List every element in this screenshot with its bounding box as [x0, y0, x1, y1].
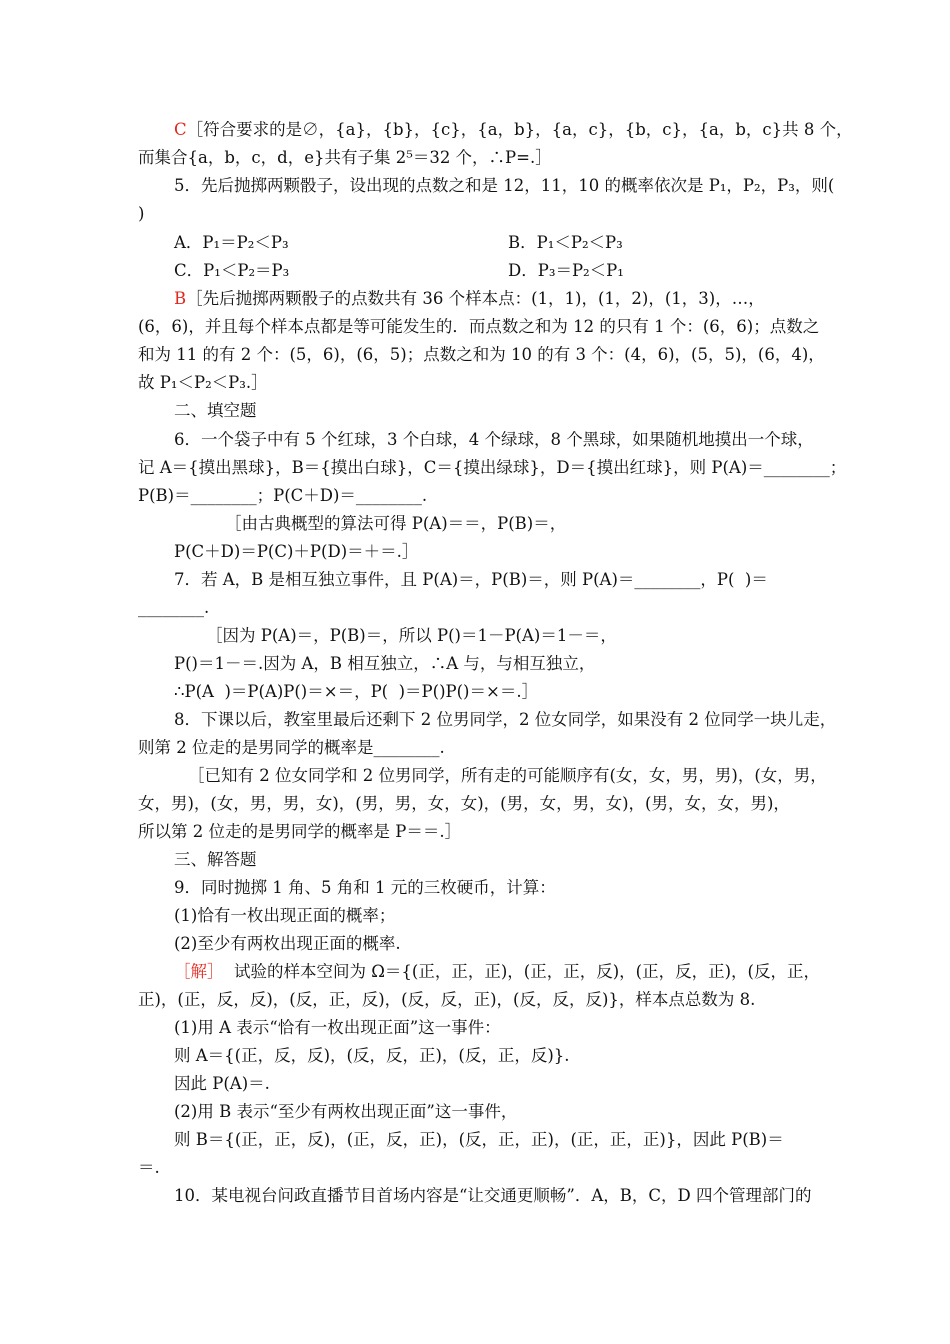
answer-letter: C	[174, 120, 187, 139]
text-line: 女，男)，(女，男，男，女)，(男，男，女，女)，(男，女，男，女)，(男，女，女，男)，	[138, 794, 790, 813]
answer-line	[174, 287, 765, 311]
answer-line: ［由古典概型的算法可得 P(A)＝＝，P(B)＝，	[225, 514, 567, 533]
question-line: 10．某电视台问政直播节目首场内容是“让交通更顺畅”．A，B，C，D 四个管理部门的	[174, 1186, 812, 1205]
text-line: 则 A＝{(正，反，反)，(反，反，正)，(反，正，反)}.	[174, 1046, 570, 1065]
option-b: B．P₁＜P₂＜P₃	[508, 233, 623, 252]
text-line: P()＝1－＝.因为 A，B 相互独立，∴A 与，与相互独立，	[174, 654, 596, 673]
question-line: 6．一个袋子中有 5 个红球，3 个白球，4 个绿球，8 个黑球，如果随机地摸出一个球，	[174, 430, 814, 449]
text-line: 因此 P(A)＝.	[174, 1074, 270, 1093]
section-heading: 三、解答题	[174, 850, 257, 869]
text-line: (2)至少有两枚出现正面的概率.	[174, 934, 401, 953]
option-d: D．P₃＝P₂＜P₁	[508, 261, 624, 280]
question-line: 7．若 A，B 是相互独立事件，且 P(A)＝，P(B)＝，则 P(A)＝________，P( )＝	[174, 570, 768, 589]
text-line: 则 B＝{(正，正，反)，(正，反，正)，(反，正，正)，(正，正，正)}，因此 P(B)＝	[174, 1130, 784, 1149]
text-line: (6，6)，并且每个样本点都是等可能发生的．而点数之和为 12 的只有 1 个：(6，6)；点数之	[138, 317, 820, 336]
question-line: 9．同时抛掷 1 角、5 角和 1 元的三枚硬币，计算：	[174, 878, 556, 897]
text-line: 而集合{a，b，c，d，e}共有子集 2⁵＝32 个，∴P=.］	[138, 148, 552, 167]
text-line: (2)用 B 表示“至少有两枚出现正面”这一事件，	[174, 1102, 518, 1121]
answer-line: ［已知有 2 位女同学和 2 位男同学，所有走的可能顺序有(女，女，男，男)，(女，男，	[188, 766, 827, 785]
question-line: 8．下课以后，教室里最后还剩下 2 位男同学，2 位女同学，如果没有 2 位同学一块儿走，	[174, 710, 837, 729]
text-line: 所以第 2 位走的是男同学的概率是 P＝＝.］	[138, 822, 462, 841]
text-line: (1)用 A 表示“恰有一枚出现正面”这一事件：	[174, 1018, 501, 1037]
solution-line	[174, 960, 820, 984]
answer-letter: B	[174, 289, 187, 308]
text-line: )	[138, 204, 145, 223]
text-content: ［符合要求的是∅，{a}，{b}，{c}，{a，b}，{a，c}，{b，c}，{a，b，c}共 8 个，	[186, 120, 853, 139]
text-line: 则第 2 位走的是男同学的概率是________.	[138, 738, 445, 757]
answer-line	[174, 118, 853, 142]
text-line: 故 P₁＜P₂＜P₃.］	[138, 373, 268, 392]
text-line: (1)恰有一枚出现正面的概率；	[174, 906, 396, 925]
option-c: C．P₁＜P₂＝P₃	[174, 261, 290, 280]
text-line: 记 A＝{摸出黑球}，B＝{摸出白球}，C＝{摸出绿球}，D＝{摸出红球}，则 P(A)＝________；	[138, 458, 847, 477]
text-line: ________.	[138, 598, 210, 617]
text-line: 和为 11 的有 2 个：(5，6)，(6，5)；点数之和为 10 的有 3 个：(4，6)，(5，5)，(6，4)，	[138, 345, 825, 364]
option-a: A．P₁＝P₂＜P₃	[174, 233, 289, 252]
text-line: 正)，(正，反，反)，(反，正，反)，(反，反，正)，(反，反，反)}，样本点总数为 8.	[138, 990, 756, 1009]
text-content: ［先后抛掷两颗骰子的点数共有 36 个样本点：(1，1)，(1，2)，(1，3)，…，	[186, 289, 765, 308]
text-line: P(B)＝________；P(C＋D)＝________.	[138, 486, 428, 505]
text-line: P(C＋D)＝P(C)＋P(D)＝＋＝.］	[174, 542, 419, 561]
text-line: ＝.	[138, 1158, 160, 1177]
answer-line: ［因为 P(A)＝，P(B)＝，所以 P()＝1－P(A)＝1－＝，	[206, 626, 617, 645]
question-line: 5．先后抛掷两颗骰子，设出现的点数之和是 12，11，10 的概率依次是 P₁，P₂，P₃，则(	[174, 176, 835, 195]
text-line: ∴P(A )＝P(A)P()＝×＝，P( )＝P()P()＝×＝.］	[174, 682, 539, 701]
solution-tag: ［解］	[174, 962, 224, 981]
section-heading: 二、填空题	[174, 401, 257, 420]
text-content: 试验的样本空间为 Ω＝{(正，正，正)，(正，正，反)，(正，反，正)，(反，正，	[223, 962, 820, 981]
